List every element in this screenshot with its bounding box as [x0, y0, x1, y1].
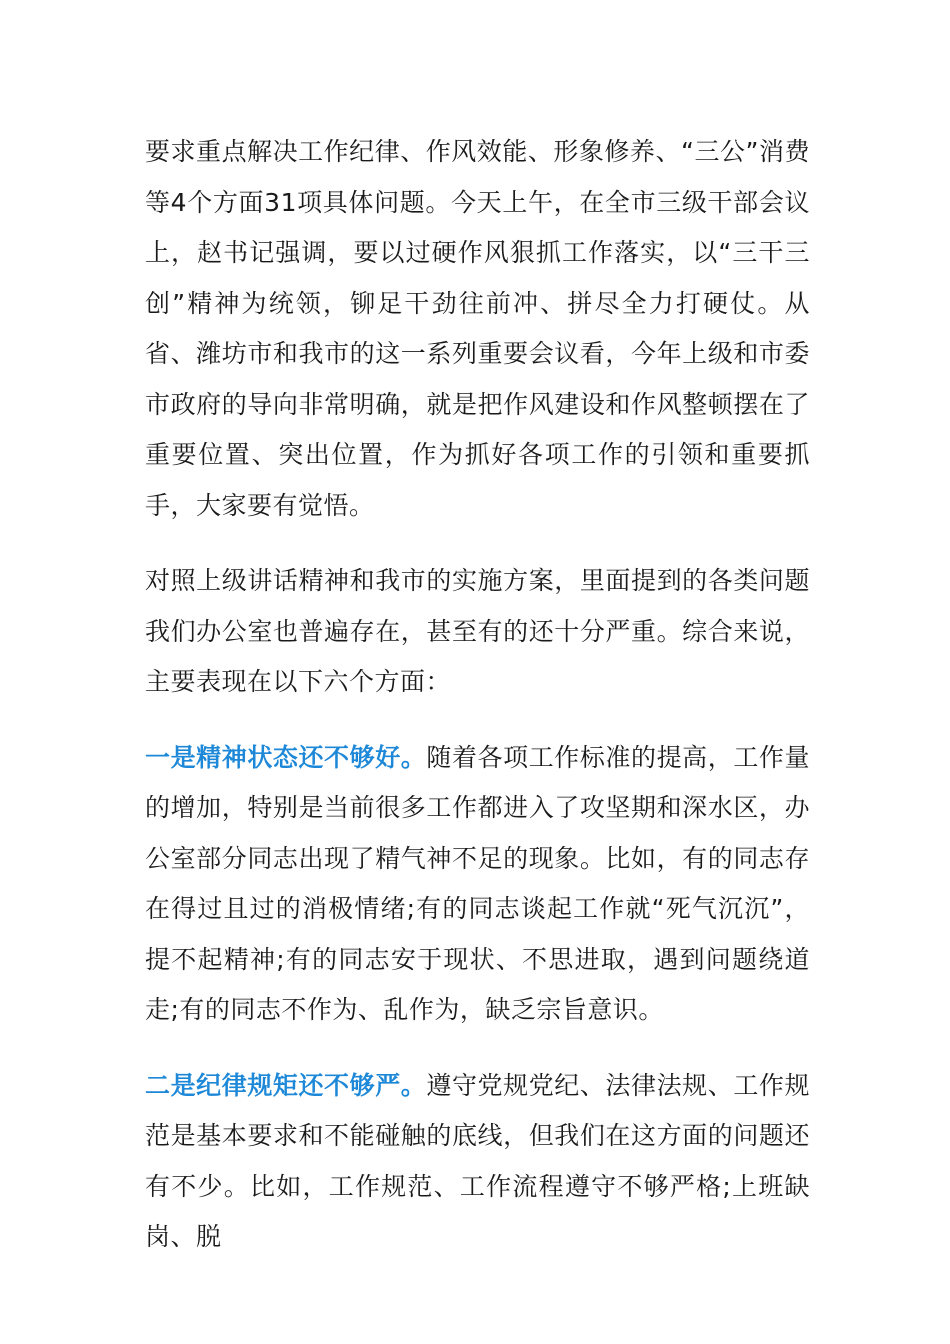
paragraph-summary-text: 对照上级讲话精神和我市的实施方案，里面提到的各类问题我们办公室也普遍存在，甚至有的还十分严重。综合来说，主要表现在以下六个方面：: [145, 566, 810, 696]
paragraph-summary: [145, 556, 810, 708]
paragraph-point-two: [145, 1061, 810, 1263]
document-page: [145, 127, 810, 1263]
point-two-text: 遵守党规党纪、法律法规、工作规范是基本要求和不能碰触的底线，但我们在这方面的问题还有不少。比如，工作规范、工作流程遵守不够严格;上班缺岗、脱: [145, 1070, 810, 1251]
point-one-heading: 一是精神状态还不够好。: [145, 742, 427, 772]
point-one-text: 随着各项工作标准的提高，工作量的增加，特别是当前很多工作都进入了攻坚期和深水区，办公室部分同志出现了精气神不足的现象。比如，有的同志存在得过且过的消极情绪;有的同志谈起工作就“死气沉沉”，提不起精神;有的同志安于现状、不思进取，遇到问题绕道走;有的同志不作为、乱作为，缺乏宗旨意识。: [145, 742, 810, 1024]
point-two-heading: 二是纪律规矩还不够严。: [145, 1070, 427, 1100]
paragraph-intro-text: 要求重点解决工作纪律、作风效能、形象修养、“三公”消费等4个方面31项具体问题。今天上午，在全市三级干部会议上，赵书记强调，要以过硬作风狠抓工作落实，以“三干三创”精神为统领，铆足干劲往前冲、拼尽全力打硬仗。从省、潍坊市和我市的这一系列重要会议看，今年上级和市委市政府的导向非常明确，就是把作风建设和作风整顿摆在了重要位置、突出位置，作为抓好各项工作的引领和重要抓手，大家要有觉悟。: [145, 137, 810, 520]
paragraph-intro: [145, 127, 810, 531]
paragraph-point-one: [145, 733, 810, 1036]
